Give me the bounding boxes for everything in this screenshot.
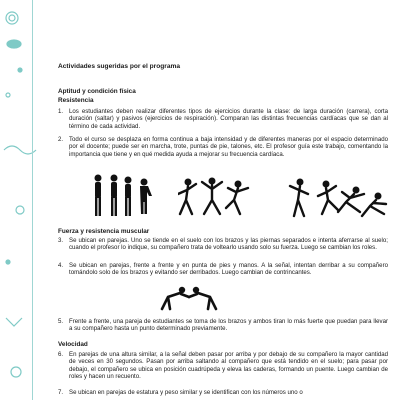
item-number: 1. [58,108,64,115]
item-text: Se ubican en parejas de estatura y peso similar y se identifican con los números uno o [69,389,303,396]
list-item [58,389,388,396]
wrestling-pair-figures [160,285,218,311]
page-title: Actividades sugeridas por el programa [58,63,181,70]
item-text: Se ubican en parejas, frente a frente y en punta de pies y manos. A la señal, intentan derribar a su compañero tomándolo solo de los brazos y evitando ser derribados. Luego cambian de contrincantes. [69,262,388,277]
section-heading-velocidad: Velocidad [58,341,88,348]
item-number: 2. [58,136,64,143]
item-text: Se ubican en parejas. Uno se tiende en el suelo con los brazos y las piernas separados e intenta aferrarse al suelo; cuando el profesor lo indique, su compañero trata de voltearlo usando solo su fuerza. Luego se cambian los roles. [69,237,388,252]
section-heading-fuerza: Fuerza y resistencia muscular [58,228,150,235]
list-item [58,262,388,277]
subheading-resistencia: Resistencia [58,97,94,104]
document-content [58,0,388,400]
running-students-figures [178,176,388,220]
item-number: 7. [58,389,64,396]
section-heading-aptitud: Aptitud y condición física [58,88,136,95]
item-number: 3. [58,237,64,244]
item-text: Los estudiantes deben realizar diferentes tipos de ejercicios durante la clase: de larga duración (carrera), corta duración (saltar) y pasivos (ejercicios de respiración). Comparan las distintas frecuencias cardíacas que se dan al término de cada actividad. [69,108,388,130]
item-number: 6. [58,351,64,358]
list-item [58,136,388,158]
list-item [58,318,388,333]
margin-line [32,0,33,400]
list-item [58,108,388,130]
item-text: En parejas de una altura similar, a la señal deben pasar por arriba y por debajo de su compañero la mayor cantidad de veces en 30 segundos. Pasan por arriba saltando al compañero que está tendido en el suelo; para pasar por debajo, el compañero se ubica en posición cuadrúpeda y eleva las caderas, formando un puente. Luego cambian de roles y hacen un recuento. [69,351,388,381]
margin-decoration [0,0,44,400]
item-number: 5. [58,318,64,325]
list-item [58,351,388,381]
item-number: 4. [58,262,64,269]
item-text: Frente a frente, una pareja de estudiantes se toma de los brazos y ambos tiran lo más fuerte que puedan para llevar a su compañero hasta un punto determinado previamente. [69,318,388,333]
standing-students-figures [90,174,160,218]
list-item [58,237,388,252]
margin-doodles-icon [0,0,44,400]
item-text: Todo el curso se desplaza en forma continua a baja intensidad y de diferentes maneras por el espacio determinado por el docente; puede ser en marcha, trote, puntas de pie, talones, etc. El profesor guía este trabajo, comentando la importancia que tiene y en qué medida ayuda a mejorar su frecuencia cardíaca. [69,136,388,158]
